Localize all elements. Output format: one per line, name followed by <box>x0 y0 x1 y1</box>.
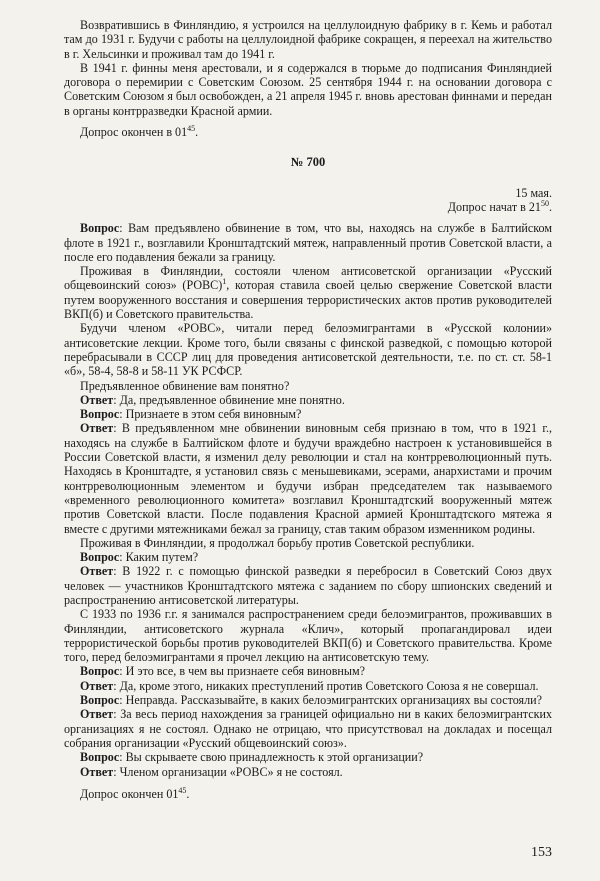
answer-label: Ответ <box>80 421 114 436</box>
document-number: № 700 <box>290 155 326 170</box>
answer-text: : Да, предъявленное обвинение мне понятно. <box>113 392 345 407</box>
start-minutes: 50 <box>540 198 549 208</box>
question-label: Вопрос <box>80 693 120 708</box>
interrogation-start-line <box>64 200 552 214</box>
answer-text: : Да, кроме этого, никаких преступлений против Советского Союза я не совершал. <box>113 678 539 693</box>
answer-label: Ответ <box>80 707 114 722</box>
question-text: : Вам предъявлено обвинение в том, что вы, находясь на службе в Балтийском флоте в 1921 г., возглавили Кронштадтский мятеж, направленный против Советской власти, а после его подавления бежали за границу. <box>64 221 552 264</box>
question-organizations <box>64 693 552 707</box>
paragraph-1933: С 1933 по 1936 г.г. я занимался распространением среди белоэмигрантов, проживавших в Финляндии, антисоветского журнала «Клич», который пропагандировал идеи террористической борьбы против руководителей ВКП(б) и Советского правительства. Кроме того, перед белоэмигрантами я прочел лекцию на антисоветскую тему. <box>64 607 552 665</box>
end-minutes: 45 <box>178 785 187 795</box>
end-minutes: 45 <box>187 124 196 134</box>
question-charge <box>64 221 552 264</box>
paragraph-struggle: Проживая в Финляндии, я продолжал борьбу против Советской республики. <box>80 535 475 550</box>
answer-understood <box>64 393 552 407</box>
interrogation-end-line-2 <box>64 787 552 801</box>
end-text: Допрос окончен в 01 <box>80 125 188 140</box>
answer-not-member <box>64 765 552 779</box>
answer-label: Ответ <box>80 764 114 779</box>
question-how <box>64 550 552 564</box>
answer-text: : За весь период нахождения за границей официально ни в каких белоэмигрантских организациях я не состоял. Однако не отрицаю, что присутствовал на докладах и посещал собрания организации «Русский общевоинский союз». <box>64 707 552 750</box>
paragraph-lectures: Будучи членом «РОВС», читали перед белоэмигрантами в «Русской колонии» антисоветские лекции. Кроме того, были связаны с финской разведкой, с помощью которой перебрасывали в СССР лиц для проведения антисоветской деятельности, т.е. по ст. ст. 58-1 «б», 58-4, 58-8 и 58-11 УК РСФСР. <box>64 321 552 379</box>
footnote-marker: 1 <box>222 277 227 287</box>
start-text: Допрос начат в 21 <box>447 199 541 214</box>
question-text: : Признаете в этом себя виновным? <box>119 407 302 422</box>
rovs-text-a: Проживая в Финляндии, состояли членом антисоветской организации «Русский общевоинский союз» (РОВС) <box>64 264 552 293</box>
end-tail: . <box>195 125 199 140</box>
paragraph-rovs <box>64 264 552 321</box>
question-label: Вопрос <box>80 664 120 679</box>
answer-label: Ответ <box>80 678 114 693</box>
answer-text: : В 1922 г. с помощью финской разведки я перебросил в Советский Союз двух человек — участников Кронштадтского мятежа с заданием по сбору шпионских сведений и распространению антисоветской литературы. <box>64 564 552 607</box>
question-is-that-all <box>64 664 552 678</box>
question-text: : Каким путем? <box>119 550 199 565</box>
question-label: Вопрос <box>80 407 120 422</box>
paragraph-clear: Предъявленное обвинение вам понятно? <box>80 378 290 393</box>
page-number: 153 <box>531 845 552 860</box>
question-text: : И это все, в чем вы признаете себя виновным? <box>119 664 366 679</box>
question-label: Вопрос <box>80 221 120 236</box>
start-tail: . <box>548 199 552 214</box>
paragraph-finland-return: Возвратившись в Финляндию, я устроился на целлулоидную фабрику в г. Кемь и работал там до 1931 г. Будучи с работы на целлулоидной фабрике сокращен, я переехал на жительство в г. Хельсинки и проживал там до 1941 г. <box>64 18 552 61</box>
answer-1922 <box>64 564 552 607</box>
question-text: : Вы скрываете свою принадлежность к этой организации? <box>119 750 424 765</box>
end-text: Допрос окончен 01 <box>80 786 179 801</box>
question-guilty <box>64 407 552 421</box>
paragraph-arrest-1941: В 1941 г. финны меня арестовали, и я содержался в тюрьме до подписания Финляндией договора о перемирии с Советским Союзом. 25 сентября 1944 г. на основании договора с Советским Союзом я был освобожден, а 21 апреля 1945 г. вновь арестован финнами и передан в органы контрразведки Красной армии. <box>64 60 552 118</box>
question-label: Вопрос <box>80 550 120 565</box>
question-text: : Неправда. Рассказывайте, в каких белоэмигрантских организациях вы состояли? <box>119 693 542 708</box>
answer-text: : Членом организации «РОВС» я не состоял. <box>113 764 343 779</box>
question-hiding <box>64 750 552 764</box>
document-date: 15 мая. <box>515 185 552 200</box>
rovs-text-b: , которая ставила своей целью свержение Советской власти путем вооруженного восстания и совершения террористических актов против руководителей ВКП(б) и Советского правительства. <box>64 278 552 322</box>
document-page <box>64 18 552 801</box>
answer-label: Ответ <box>80 564 114 579</box>
answer-no-crimes <box>64 679 552 693</box>
answer-label: Ответ <box>80 392 114 407</box>
answer-organizations <box>64 707 552 750</box>
answer-text: : В предъявленном мне обвинении виновным себя признаю в том, что в 1921 г., находясь на службе в Балтийском флоте и будучи враждебно настроен к установившейся в России Советской власти, я изменил делу революции и стал на контрреволюционный путь. Находясь в Кронштадте, я установил связь с меньшевиками, эсерами, анархистами и прочим контрреволюционным элементом и будучи избран председателем так называемого «временного революционного комитета» возглавил Кронштадтский вооруженный мятеж против Советской власти. После подавления Красной армией Кронштадтского мятежа я вместе с другими мятежниками бежал за границу, став таким образом изменником родины. <box>64 421 552 536</box>
question-label: Вопрос <box>80 750 120 765</box>
interrogation-end-line <box>64 125 552 139</box>
answer-confession <box>64 421 552 535</box>
end-tail: . <box>186 786 190 801</box>
